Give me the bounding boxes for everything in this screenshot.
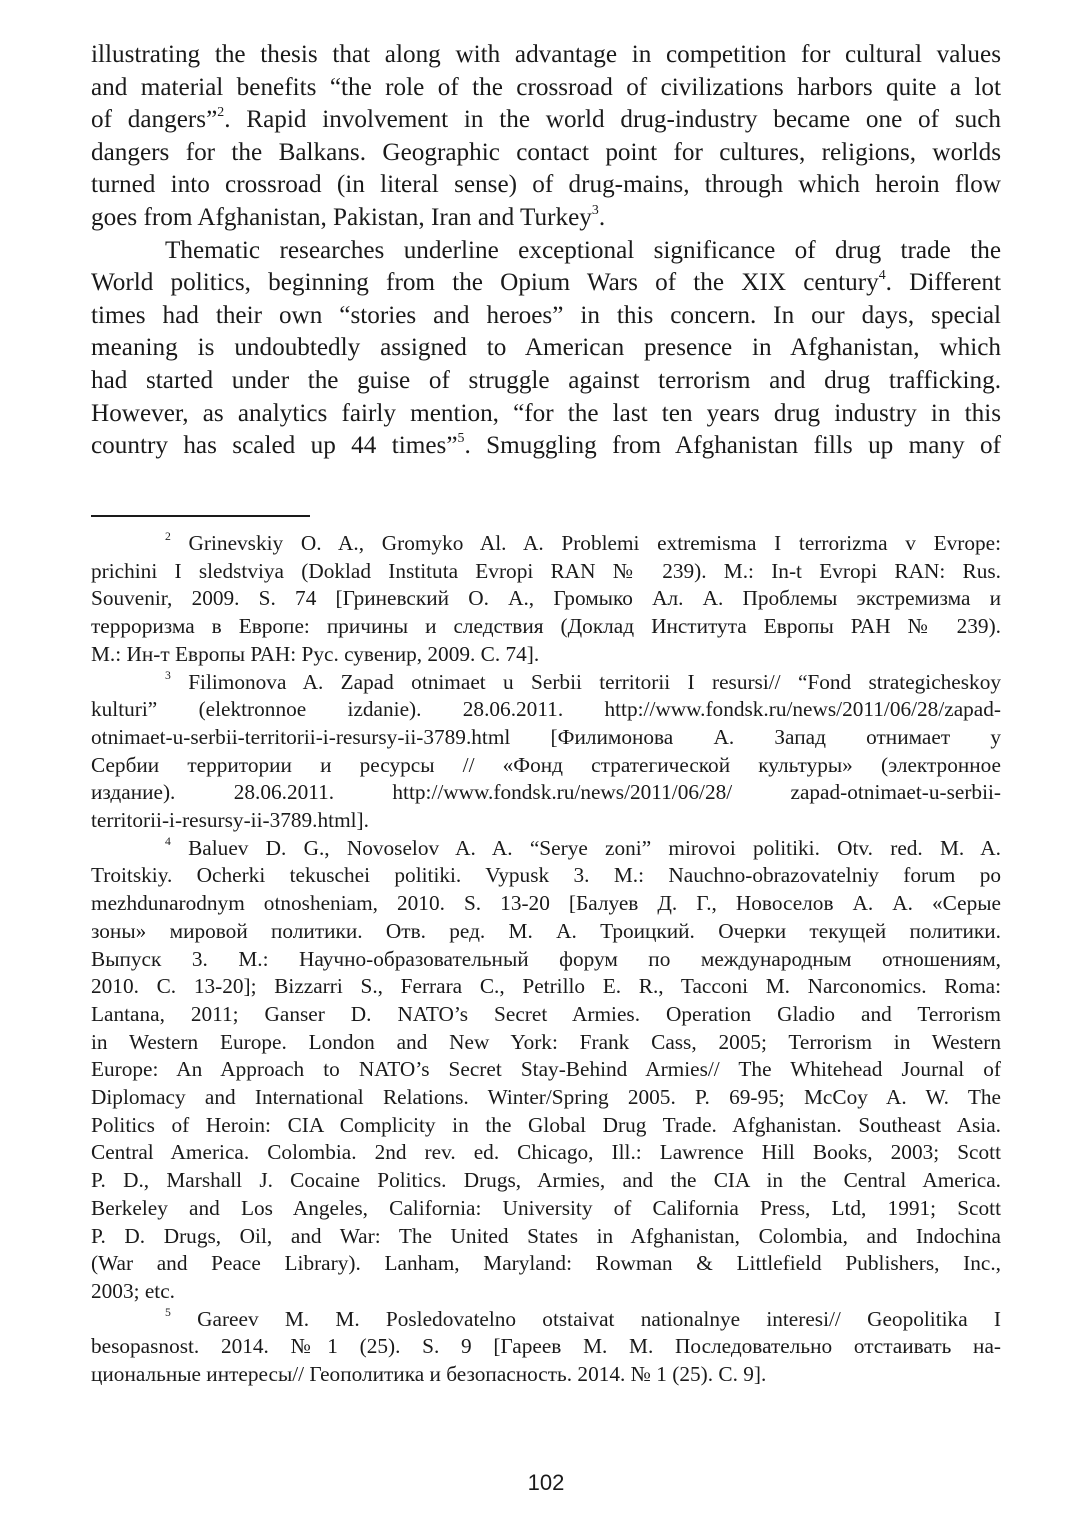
footnote-5 (91, 1306, 1001, 1389)
footnote-line: Berkeley and Los Angeles, California: University of California Press, Ltd, 1991; Scott (91, 1195, 1001, 1220)
footnote-line: терроризма в Европе: причины и следствия (Доклад Института Европы РАН № 239). (91, 614, 1001, 639)
footnote-line: Europe: An Approach to NATO’s Secret Stay-Behind Armies// The Whitehead Journal of (91, 1057, 1001, 1082)
body-text-fragment: . Different (885, 269, 1001, 297)
body-line: However, as analytics fairly mention, “for the last ten years drug industry in this (91, 399, 1001, 427)
footnote-number: 4 (165, 834, 171, 848)
footnote-line: besopasnost. 2014. №1 (25). S. 9 [Гареев М. М. Последовательно отстаивать на- (91, 1334, 1001, 1359)
footnote-line: Politics of Heroin: CIA Complicity in the Global Drug Trade. Afghanistan. Southeast Asia. (91, 1112, 1001, 1137)
footnote-number: 5 (165, 1305, 171, 1319)
footnote-line: (War and Peace Library). Lanham, Maryland: Rowman & Littlefield Publishers, Inc., (91, 1251, 1001, 1276)
footnote-line: 2003; etc. (91, 1278, 175, 1303)
footnote-line: Выпуск 3. М.: Научно-образовательный форум по международным отношениям, (91, 946, 1001, 971)
footnote-line (91, 1306, 1001, 1334)
footnote-ref-4[interactable]: 4 (878, 266, 886, 282)
body-line (91, 430, 1001, 463)
body-text-fragment: country has scaled up 44 times” (91, 432, 458, 460)
body-line: had started under the guise of struggle against terrorism and drug trafficking. (91, 366, 1001, 394)
footnote-line: 2010. С. 13-20]; Bizzarri S., Ferrara C., Petrillo E. R., Tacconi M. Narconomics. Roma: (91, 974, 1001, 999)
body-line (91, 104, 1001, 137)
footnote-text: Filimonova A. Zapad otnimaet u Serbii territorii I resursi// “Fond strategicheskoy (188, 669, 1001, 694)
footnote-line: in Western Europe. London and New York: Frank Cass, 2005; Terrorism in Western (91, 1029, 1001, 1054)
footnote-ref-2[interactable]: 2 (217, 103, 225, 119)
body-text-fragment: World politics, beginning from the Opium Wars of the XIX century (91, 269, 879, 297)
body-line: illustrating the thesis that along with advantage in competition for cultural values (91, 41, 1001, 68)
body-text-fragment: goes from Afghanistan, Pakistan, Iran and Turkey (91, 203, 592, 231)
body-text-fragment: . Smuggling from Afghanistan fills up many of (464, 432, 1001, 460)
footnote-text: Grinevskiy O. A., Gromyko Al. A. Problemi extremisma I terrorizma v Evrope: (188, 531, 1001, 555)
body-text-fragment: of dangers” (91, 106, 218, 134)
footnote-text: Baluev D. G., Novoselov A. A. “Serye zoni” mirovoi politiki. Otv. red. M. A. (188, 835, 1002, 860)
footnote-line: М.: Ин-т Европы РАН: Рус. сувенир, 2009. С. 74]. (91, 641, 540, 666)
footnote-line: зоны» мировой политики. Отв. ред. М. А. Троицкий. Очерки текущей политики. (91, 918, 1001, 943)
footnote-separator (91, 515, 310, 517)
footnote-line: mezhdunarodnym otnosheniam, 2010. S. 13-20 [Балуев Д. Г., Новоселов А. А. «Серые (91, 891, 1001, 916)
footnote-number: 2 (165, 530, 171, 544)
body-line: turned into crossroad (in literal sense) of drug-mains, through which heroin flow (91, 171, 1001, 199)
body-line (91, 202, 1001, 235)
body-line: and material benefits “the role of the crossroad of civilizations harbors quite a lot (91, 73, 1001, 101)
page-number: 102 (527, 1470, 565, 1495)
footnote-line: Central America. Colombia. 2nd rev. ed. Chicago, Ill.: Lawrence Hill Books, 2003; Scott (91, 1140, 1001, 1165)
body-line: times had their own “stories and heroes” in this concern. In our days, special (91, 301, 1001, 329)
footnote-line: P. D., Marshall J. Cocaine Politics. Drugs, Armies, and the CIA in the Central America. (91, 1168, 1001, 1193)
footnote-link-line[interactable]: otnimaet-u-serbii-territorii-i-resursy-ii-3789.html [Филимонова А. Запад отнимает у (91, 724, 1001, 749)
main-body-text (91, 39, 1001, 463)
footnote-line: Сербии территории и ресурсы // «Фонд стратегической культуры» (электронное (91, 752, 1001, 777)
footnote-number: 3 (165, 668, 171, 682)
body-line: dangers for the Balkans. Geographic contact point for cultures, religions, worlds (91, 138, 1001, 166)
footnote-line: P. D. Drugs, Oil, and War: The United States in Afghanistan, Colombia, and Indochina (91, 1223, 1001, 1248)
footnote-line: Lantana, 2011; Ganser D. NATO’s Secret Armies. Operation Gladio and Terrorism (91, 1001, 1001, 1026)
body-line (91, 267, 1001, 300)
footnote-line (91, 530, 1001, 558)
footnote-link-line[interactable]: издание). 28.06.2011. http://www.fondsk.ru/news/2011/06/28/ zapad-otnimaet-u-serbii- (91, 780, 1001, 805)
footnote-link-line[interactable]: kulturi” (elektronnoe izdanie). 28.06.2011. http://www.fondsk.ru/news/2011/06/28/zapad- (91, 697, 1001, 722)
footnote-line: prichini I sledstviya (Doklad Instituta Evropi RAN № 239). M.: In-t Evropi RAN: Rus. (91, 558, 1001, 583)
footnote-link-line[interactable]: territorii-i-resursy-ii-3789.html]. (91, 808, 369, 833)
footnotes-section (91, 530, 1001, 1389)
footnote-ref-3[interactable]: 3 (591, 201, 599, 217)
footnote-3 (91, 669, 1001, 835)
footnote-line (91, 669, 1001, 697)
footnote-4 (91, 835, 1001, 1306)
footnote-line: Troitskiy. Ocherki tekuschei politiki. Vypusk 3. M.: Nauchno-obrazovatelniy forum po (91, 863, 1001, 888)
body-line: meaning is undoubtedly assigned to American presence in Afghanistan, which (91, 334, 1001, 362)
footnote-line: Souvenir, 2009. S. 74 [Гриневский О. А., Громыко Ал. А. Проблемы экстремизма и (91, 586, 1001, 611)
footnote-2 (91, 530, 1001, 669)
footnote-ref-5[interactable]: 5 (457, 429, 465, 445)
body-text-fragment: . (598, 203, 606, 231)
footnote-text: Gareev M. M. Posledovatelno otstaivat nationalnye interesi// Geopolitika I (197, 1306, 1002, 1331)
footnote-line: циональные интересы// Геополитика и безопасность. 2014. № 1 (25). С. 9]. (91, 1362, 767, 1387)
body-text-fragment: . Rapid involvement in the world drug-industry became one of such (224, 106, 1001, 134)
footnote-line: Diplomacy and International Relations. Winter/Spring 2005. P. 69-95; McCoy A. W. The (91, 1085, 1001, 1110)
footnote-line (91, 835, 1001, 863)
body-line: Thematic researches underline exceptional significance of drug trade the (165, 236, 1001, 264)
